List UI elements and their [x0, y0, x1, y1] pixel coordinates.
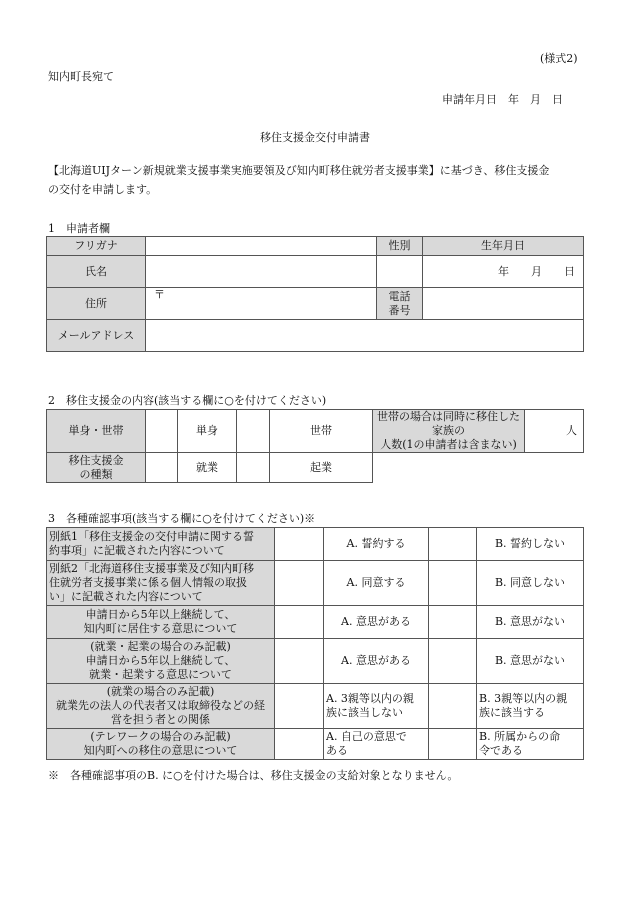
option-a: A. 同意する	[324, 561, 429, 606]
confirmation-item-line: 知内町に居住する意思について	[83, 622, 238, 635]
intro-line-2: の交付を申請します。	[48, 183, 158, 196]
confirmation-row	[47, 729, 584, 760]
option-a-mark-cell[interactable]	[275, 528, 324, 561]
option-b-mark-cell[interactable]	[429, 684, 477, 729]
confirmation-item-line: (就業の場合のみ記載)	[106, 685, 215, 698]
confirmation-item-line: 就業先の法人の代表者又は取締役などの経	[56, 699, 265, 712]
section3-heading: 3 各種確認事項(該当する欄に○を付けてください)※	[48, 512, 316, 525]
confirmation-row	[47, 528, 584, 561]
blank-cell	[525, 453, 584, 483]
confirmation-item-line: (テレワークの場合のみ記載)	[90, 730, 231, 743]
option-a-mark-cell[interactable]	[275, 639, 324, 684]
option-b: B. 誓約しない	[477, 528, 584, 561]
family-count-field[interactable]: 人	[525, 410, 584, 453]
furigana-field[interactable]	[146, 237, 377, 256]
confirmation-item	[47, 684, 275, 729]
startup-option: 起業	[270, 453, 373, 483]
application-date[interactable]: 申請年月日 年 月 日	[442, 93, 563, 106]
confirmation-item	[47, 639, 275, 684]
confirmation-item-line: 就業・起業する意思について	[89, 668, 232, 681]
confirmation-row	[47, 684, 584, 729]
single-mark-cell[interactable]	[146, 410, 178, 453]
confirmation-item	[47, 561, 275, 606]
option-b-mark-cell[interactable]	[429, 528, 477, 561]
phone-label: 電話 番号	[377, 288, 423, 320]
addressee: 知内町長宛て	[48, 70, 114, 83]
startup-mark-cell[interactable]	[237, 453, 270, 483]
option-b: B. 3親等以内の親 族に該当する	[477, 684, 584, 729]
section1-heading: 1 申請者欄	[48, 222, 110, 235]
option-b: B. 意思がない	[477, 606, 584, 639]
confirmation-table	[46, 527, 584, 760]
household-option: 世帯	[270, 410, 373, 453]
household-label: 単身・世帯	[47, 410, 146, 453]
applicant-table	[46, 236, 584, 352]
option-b-mark-cell[interactable]	[429, 561, 477, 606]
name-label: 氏名	[47, 256, 146, 288]
intro-line-1: 【北海道UIJターン新規就業支援事業実施要領及び知内町移住就労者支援事業】に基づき、移住支援金	[48, 164, 550, 177]
confirmation-item	[47, 528, 275, 561]
option-a: A. 3親等以内の親 族に該当しない	[324, 684, 429, 729]
employment-option: 就業	[178, 453, 237, 483]
furigana-label: フリガナ	[47, 237, 146, 256]
gender-field[interactable]	[377, 256, 423, 288]
section2-heading: 2 移住支援金の内容(該当する欄に○を付けてください)	[48, 394, 327, 407]
address-label: 住所	[47, 288, 146, 320]
option-a-mark-cell[interactable]	[275, 606, 324, 639]
confirmation-row	[47, 606, 584, 639]
confirmation-item-line: 約事項」に記載された内容について	[49, 544, 225, 557]
option-b-mark-cell[interactable]	[429, 639, 477, 684]
employment-mark-cell[interactable]	[146, 453, 178, 483]
option-a: A. 自己の意思で ある	[324, 729, 429, 760]
household-mark-cell[interactable]	[237, 410, 270, 453]
option-a-mark-cell[interactable]	[275, 561, 324, 606]
email-field[interactable]	[146, 320, 584, 352]
household-note: 世帯の場合は同時に移住した家族の 人数(1の申請者は含まない)	[373, 410, 525, 453]
confirmation-item-line: い」に記載された内容について	[49, 590, 203, 603]
confirmation-item-line: 営を担う者との関係	[111, 713, 210, 726]
phone-field[interactable]	[423, 288, 584, 320]
option-a-mark-cell[interactable]	[275, 729, 324, 760]
confirmation-item	[47, 606, 275, 639]
confirmation-item-line: 知内町への移住の意思について	[83, 744, 238, 757]
birthdate-field[interactable]: 年 月 日	[423, 256, 584, 288]
option-b: B. 意思がない	[477, 639, 584, 684]
support-type-table	[46, 409, 584, 483]
blank-cell	[373, 453, 525, 483]
gender-label: 性別	[377, 237, 423, 256]
single-option: 単身	[178, 410, 237, 453]
confirmation-item-line: 住就労者支援事業に係る個人情報の取扱	[49, 576, 247, 589]
footnote: ※ 各種確認事項のB. に○を付けた場合は、移住支援金の支給対象となりません。	[48, 769, 459, 782]
postal-mark: 〒	[154, 288, 165, 301]
option-a: A. 誓約する	[324, 528, 429, 561]
option-b-mark-cell[interactable]	[429, 606, 477, 639]
address-field[interactable]	[146, 288, 377, 320]
confirmation-item-line: 申請日から5年以上継続して、	[85, 654, 236, 667]
type-label: 移住支援金 の種類	[47, 453, 146, 483]
option-a-mark-cell[interactable]	[275, 684, 324, 729]
birthdate-label: 生年月日	[423, 237, 584, 256]
confirmation-row	[47, 561, 584, 606]
confirmation-item-line: 別紙2「北海道移住支援事業及び知内町移	[49, 562, 254, 575]
form-number: (様式2)	[540, 52, 578, 65]
option-b-mark-cell[interactable]	[429, 729, 477, 760]
option-a: A. 意思がある	[324, 639, 429, 684]
confirmation-item	[47, 729, 275, 760]
email-label: メールアドレス	[47, 320, 146, 352]
confirmation-item-line: (就業・起業の場合のみ記載)	[90, 640, 231, 653]
confirmation-row	[47, 639, 584, 684]
option-b: B. 同意しない	[477, 561, 584, 606]
confirmation-item-line: 別紙1「移住支援金の交付申請に関する誓	[49, 530, 254, 543]
name-field[interactable]	[146, 256, 377, 288]
confirmation-item-line: 申請日から5年以上継続して、	[85, 608, 236, 621]
option-a: A. 意思がある	[324, 606, 429, 639]
option-b: B. 所属からの命 令である	[477, 729, 584, 760]
page-title: 移住支援金交付申請書	[260, 131, 370, 144]
